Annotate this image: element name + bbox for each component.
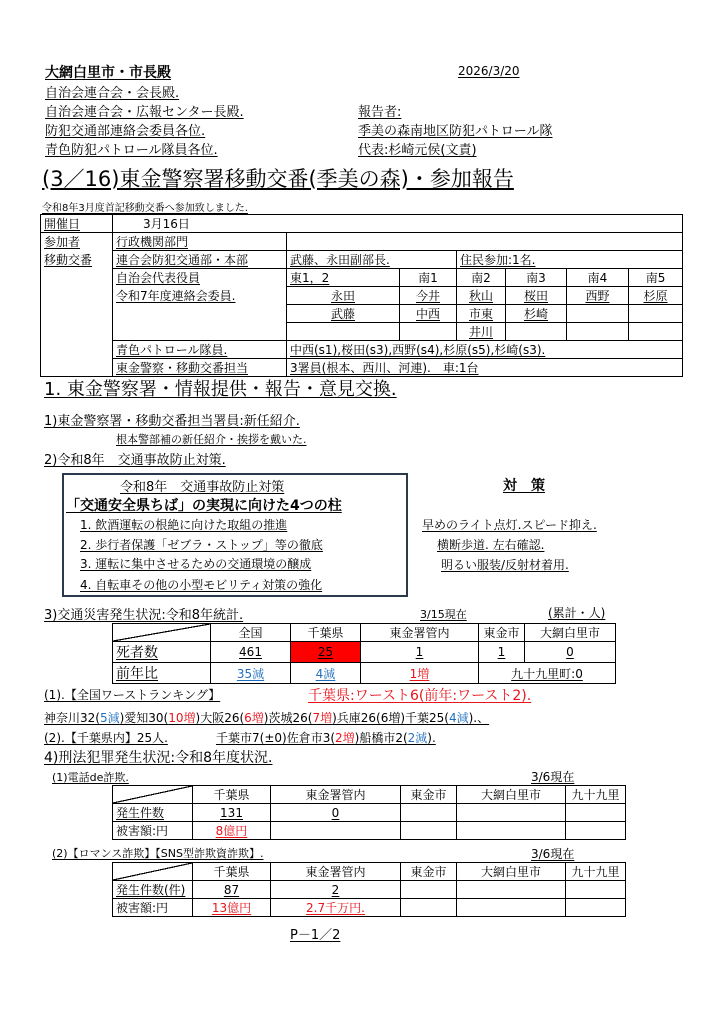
damage-label: 被害額:円 xyxy=(113,899,193,917)
col-kujukuri: 九十九里 xyxy=(566,786,626,804)
col-national: 全国 xyxy=(211,624,291,642)
phone-fraud-as-of: 3/6現在 xyxy=(531,770,575,784)
col-kujukuri: 九十九里 xyxy=(566,863,626,881)
member-r1-1: 永田 xyxy=(287,287,400,305)
ranking-label-2: (2).【千葉県内】25人. xyxy=(44,731,168,745)
member-r3-2 xyxy=(400,323,457,341)
traffic-stats-table xyxy=(112,623,616,684)
member-r3-5 xyxy=(567,323,629,341)
member-r2-6 xyxy=(629,305,683,323)
crime-title: 4)刑法犯罪発生状況:令和8年度状況. xyxy=(44,750,273,766)
deaths-national: 461 xyxy=(211,642,291,663)
member-r3-6 xyxy=(629,323,683,341)
member-r1-4: 桜田 xyxy=(506,287,567,305)
district-6: 南5 xyxy=(629,269,683,287)
admin-empty xyxy=(287,233,683,251)
col-togane-city: 東金市 xyxy=(401,786,457,804)
measure-item-1: 早めのライト点灯.スピード抑え. xyxy=(422,518,597,532)
col-oamishirasato: 大網白里市 xyxy=(457,786,566,804)
district-3: 南2 xyxy=(457,269,506,287)
member-r3-1 xyxy=(287,323,400,341)
hq-members: 武藤、永田副部長. xyxy=(287,251,457,269)
romance-fraud-as-of: 3/6現在 xyxy=(531,847,575,861)
member-r3-3: 井川 xyxy=(457,323,506,341)
reporter-label: 報告者: xyxy=(358,105,402,120)
col-chiba: 千葉県 xyxy=(193,863,271,881)
measure-item-3: 明るい服装/反射材着用. xyxy=(441,558,569,572)
patrol-label: 青色パトロール隊員. xyxy=(113,341,287,359)
col-togane-station: 東金署管内 xyxy=(271,786,401,804)
traffic-unit: (累計・人) xyxy=(548,606,606,620)
count-togane-station: 0 xyxy=(271,804,401,822)
member-r1-5: 西野 xyxy=(567,287,629,305)
district-1: 東1，2 xyxy=(287,269,400,287)
police-members: 3署員(根本、西川、河連). 車:1台 xyxy=(287,359,683,377)
member-r2-2: 中西 xyxy=(400,305,457,323)
damage-togane-station: 2.7千万円. xyxy=(271,899,401,917)
rep-label-2: 令和7年度連絡会委員. xyxy=(113,287,287,305)
pillar-item-2: 2. 歩行者保護「ゼブラ・ストップ」等の徹底 xyxy=(80,538,323,552)
col-chiba: 千葉県 xyxy=(291,624,361,642)
member-r2-5 xyxy=(567,305,629,323)
mobile-label: 移動交番 xyxy=(41,251,113,269)
pillar-item-3: 3. 運転に集中させるための交通環境の醸成 xyxy=(80,557,312,571)
traffic-as-of: 3/15現在 xyxy=(420,608,467,621)
count-label: 発生件数(件) xyxy=(113,881,193,899)
pillar-item-1: 1. 飲酒運転の根絶に向けた取組の推進 xyxy=(80,518,288,532)
section1-item1-detail: 根本警部補の新任紹介・挨拶を戴いた. xyxy=(116,433,307,446)
corner-cell xyxy=(113,624,211,642)
yoy-kujukuri: 九十九里町:0 xyxy=(479,663,616,684)
count-label: 発生件数 xyxy=(113,804,193,822)
member-r3-4 xyxy=(506,323,567,341)
reporter-org: 季美の森南地区防犯パトロール隊 xyxy=(358,124,553,139)
page-title: (3／16)東金警察署移動交番(季美の森)・参加報告 xyxy=(42,167,514,191)
member-r1-3: 秋山 xyxy=(457,287,506,305)
section1-item2-title: 2)令和8年 交通事故防止対策. xyxy=(44,453,226,468)
count-chiba: 87 xyxy=(193,881,271,899)
pillars-subtitle: 「交通安全県ちば」の実現に向けた4つの柱 xyxy=(66,498,342,514)
participation-table xyxy=(40,214,683,377)
member-r1-2: 今井 xyxy=(400,287,457,305)
col-togane-station: 東金署管内 xyxy=(361,624,479,642)
phone-fraud-table xyxy=(112,785,626,840)
col-togane-city: 東金市 xyxy=(479,624,525,642)
hq-label: 連合会防犯交通部・本部 xyxy=(113,251,287,269)
damage-chiba: 13億円 xyxy=(193,899,271,917)
addressee-federation-chair: 自治会連合会・会長殿. xyxy=(45,86,180,101)
pref-list: 千葉市7(±0)佐倉市3(2増)船橋市2(2減). xyxy=(216,731,436,745)
deaths-togane-station: 1 xyxy=(361,642,479,663)
pillar-item-4: 4. 自転車その他の小型モビリティ対策の強化 xyxy=(80,578,323,592)
romance-fraud-table xyxy=(112,862,626,917)
damage-chiba: 8億円 xyxy=(193,822,271,840)
district-5: 南4 xyxy=(567,269,629,287)
col-oamishirasato: 大網白里市 xyxy=(525,624,616,642)
section1-heading: 1. 東金警察署・情報提供・報告・意見交換. xyxy=(44,379,397,400)
residents: 住民参加:1名. xyxy=(457,251,683,269)
deaths-chiba: 25 xyxy=(291,642,361,663)
col-togane-city: 東金市 xyxy=(401,863,457,881)
measures-title: 対 策 xyxy=(503,478,545,494)
deaths-oamishirasato: 0 xyxy=(525,642,616,663)
member-r2-1: 武藤 xyxy=(287,305,400,323)
reporter-rep: 代表:杉崎元侯(文責) xyxy=(358,143,477,158)
col-togane-station: 東金署管内 xyxy=(271,863,401,881)
col-oamishirasato: 大網白里市 xyxy=(457,863,566,881)
count-chiba: 131 xyxy=(193,804,271,822)
yoy-label: 前年比 xyxy=(113,663,211,684)
police-label: 東金警察・移動交番担当 xyxy=(113,359,287,377)
ranking-list: 神奈川32(5減)愛知30(10増)大阪26(6増)茨城26(7増)兵庫26(6増)千葉25(4減).、 xyxy=(44,711,490,725)
admin-section: 行政機関部門 xyxy=(113,233,287,251)
member-r2-4: 杉崎 xyxy=(506,305,567,323)
date-value: 3月16日 xyxy=(113,215,683,233)
addressee-pr-center: 自治会連合会・広報センター長殿. xyxy=(45,105,244,120)
phone-fraud-label: (1)電話de詐欺. xyxy=(52,771,129,784)
district-4: 南3 xyxy=(506,269,567,287)
ranking-label-1: (1).【全国ワーストランキング】 xyxy=(44,688,221,702)
participants-label: 参加者 xyxy=(41,233,113,251)
count-togane-station: 2 xyxy=(271,881,401,899)
yoy-national: 35減 xyxy=(211,663,291,684)
member-r1-6: 杉原 xyxy=(629,287,683,305)
patrol-members: 中西(s1),桜田(s3),西野(s4),杉原(s5),杉崎(s3). xyxy=(287,341,683,359)
yoy-chiba: 4減 xyxy=(291,663,361,684)
rep-label-1: 自治会代表役員 xyxy=(113,269,287,287)
district-2: 南1 xyxy=(400,269,457,287)
page-number: P－1／2 xyxy=(290,928,341,943)
romance-fraud-label: (2)【ロマンス詐欺】【SNS型詐欺資詐欺】. xyxy=(52,847,264,860)
col-chiba: 千葉県 xyxy=(193,786,271,804)
addressee-committee: 防犯交通部連絡会委員各位. xyxy=(45,124,206,139)
measure-item-2: 横断歩道. 左右確認. xyxy=(437,538,545,552)
traffic-title: 3)交通災害発生状況:令和8年統計. xyxy=(44,608,244,623)
member-r2-3: 市東 xyxy=(457,305,506,323)
chiba-rank: 千葉県:ワースト6(前年:ワースト2). xyxy=(308,688,532,704)
report-date: 2026/3/20 xyxy=(458,64,520,78)
damage-label: 被害額:円 xyxy=(113,822,193,840)
deaths-togane-city: 1 xyxy=(479,642,525,663)
deaths-label: 死者数 xyxy=(113,642,211,663)
addressee-mayor: 大網白里市・市長殿 xyxy=(45,65,171,81)
yoy-togane-station: 1増 xyxy=(361,663,479,684)
pillars-title: 令和8年 交通事故防止対策 xyxy=(120,480,285,495)
date-label: 開催日 xyxy=(41,215,113,233)
section1-item1-title: 1)東金警察署・移動交番担当署員:新任紹介. xyxy=(44,414,300,429)
intro-text: 令和8年3月度首記移動交番へ参加致しました. xyxy=(42,203,248,214)
addressee-patrol: 青色防犯パトロール隊員各位. xyxy=(45,143,218,158)
